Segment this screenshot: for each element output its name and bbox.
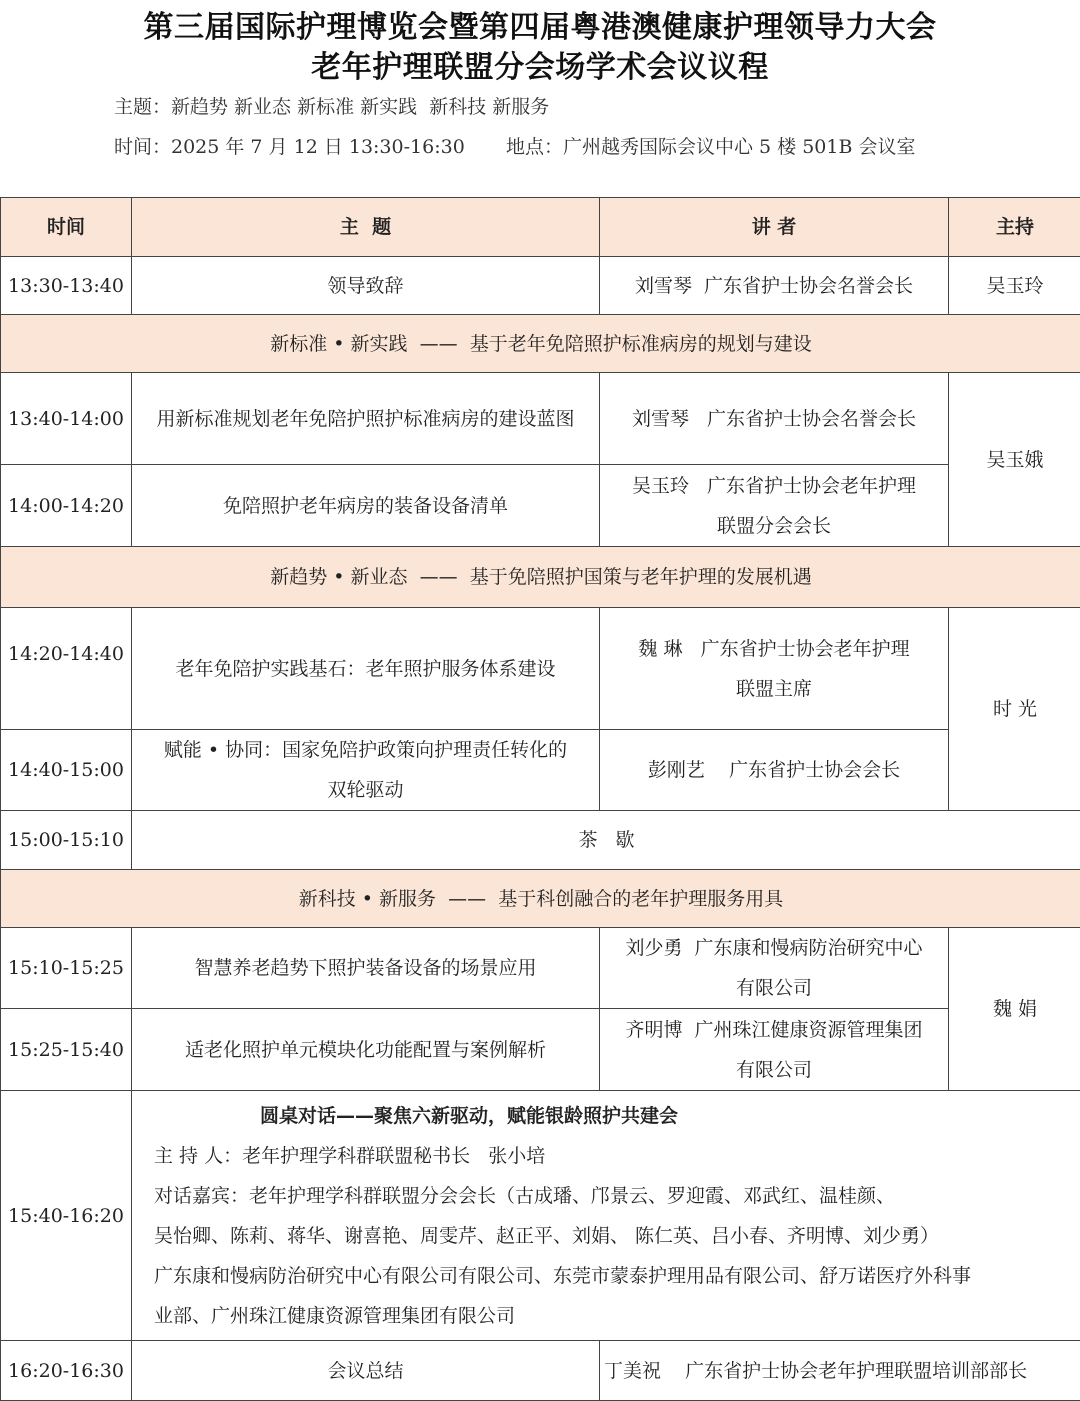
time-cell: 14:20-14:40 [1, 608, 132, 730]
topic-cell: 免陪照护老年病房的装备设备清单 [132, 465, 600, 547]
table-row [1, 928, 1080, 1009]
speaker-cell: 丁美祝 广东省护士协会老年护理联盟培训部部长 [600, 1341, 1080, 1401]
speaker-cell: 刘雪琴 广东省护士协会名誉会长 [600, 257, 949, 315]
page-title: 第三届国际护理博览会暨第四届粤港澳健康护理领导力大会 [0, 2, 1080, 46]
table-row [1, 1091, 1080, 1341]
table-row [1, 1341, 1080, 1401]
speaker-line: 有限公司 [600, 1050, 948, 1090]
table-row [1, 811, 1080, 870]
time-cell: 13:30-13:40 [1, 257, 132, 315]
table-row [1, 1009, 1080, 1091]
time-cell: 16:20-16:30 [1, 1341, 132, 1401]
speaker-line: 联盟分会会长 [600, 506, 948, 546]
time-cell: 15:00-15:10 [1, 811, 132, 870]
topic-cell: 老年免陪护实践基石：老年照护服务体系建设 [132, 608, 600, 730]
time-cell: 15:10-15:25 [1, 928, 132, 1009]
host-cell: 时 光 [949, 608, 1080, 811]
speaker-cell [600, 465, 949, 547]
page-subtitle: 老年护理联盟分会场学术会议议程 [0, 42, 1080, 86]
col-header-speaker: 讲 者 [600, 198, 949, 257]
time-cell: 13:40-14:00 [1, 373, 132, 465]
col-header-time: 时间 [1, 198, 132, 257]
section-heading: 新标准 • 新实践 —— 基于老年免陪照护标准病房的规划与建设 [1, 315, 1080, 373]
speaker-line: 有限公司 [600, 968, 948, 1008]
topic-cell: 智慧养老趋势下照护装备设备的场景应用 [132, 928, 600, 1009]
roundtable-moderator: 主 持 人：老年护理学科群联盟秘书长 张小培 [154, 1136, 1080, 1176]
section-heading: 新趋势 • 新业态 —— 基于免陪照护国策与老年护理的发展机遇 [1, 547, 1080, 608]
theme-line: 主题：新趋势 新业态 新标准 新实践 新科技 新服务 [114, 92, 549, 119]
speaker-line: 吴玉玲 广东省护士协会老年护理 [600, 466, 948, 506]
topic-cell [132, 730, 600, 811]
speaker-cell [600, 928, 949, 1009]
host-cell: 魏 娟 [949, 928, 1080, 1091]
section-row [1, 870, 1080, 928]
section-row [1, 547, 1080, 608]
host-cell: 吴玉娥 [949, 373, 1080, 547]
col-header-topic: 主 题 [132, 198, 600, 257]
roundtable-heading: 圆桌对话——聚焦六新驱动，赋能银龄照护共建会 [154, 1096, 1080, 1136]
speaker-cell: 彭刚艺 广东省护士协会会长 [600, 730, 949, 811]
topic-cell: 用新标准规划老年免陪护照护标准病房的建设蓝图 [132, 373, 600, 465]
roundtable-cell [132, 1091, 1080, 1341]
time-line: 时间：2025 年 7 月 12 日 13:30-16:30 [114, 132, 465, 159]
speaker-cell [600, 608, 949, 730]
table-row [1, 257, 1080, 315]
section-heading: 新科技 • 新服务 —— 基于科创融合的老年护理服务用具 [1, 870, 1080, 928]
time-cell: 14:00-14:20 [1, 465, 132, 547]
table-row [1, 608, 1080, 730]
roundtable-guests: 吴怡卿、陈莉、蒋华、谢喜艳、周雯芹、赵正平、刘娟、 陈仁英、吕小春、齐明博、刘少勇） [154, 1216, 1080, 1256]
break-cell: 茶 歇 [132, 811, 1080, 870]
speaker-cell: 刘雪琴 广东省护士协会名誉会长 [600, 373, 949, 465]
topic-cell: 会议总结 [132, 1341, 600, 1401]
speaker-line: 刘少勇 广东康和慢病防治研究中心 [600, 928, 948, 968]
time-cell: 14:40-15:00 [1, 730, 132, 811]
table-row [1, 373, 1080, 465]
topic-cell: 适老化照护单元模块化功能配置与案例解析 [132, 1009, 600, 1091]
table-row [1, 730, 1080, 811]
topic-line: 双轮驱动 [132, 770, 599, 810]
table-row [1, 465, 1080, 547]
time-cell: 15:25-15:40 [1, 1009, 132, 1091]
speaker-cell [600, 1009, 949, 1091]
agenda-table [0, 197, 1080, 1401]
roundtable-sponsors: 广东康和慢病防治研究中心有限公司有限公司、东莞市蒙泰护理用品有限公司、舒万诺医疗外科事 [154, 1256, 1080, 1296]
venue-line: 地点：广州越秀国际会议中心 5 楼 501B 会议室 [506, 132, 915, 159]
topic-cell: 领导致辞 [132, 257, 600, 315]
speaker-line: 齐明博 广州珠江健康资源管理集团 [600, 1010, 948, 1050]
roundtable-sponsors: 业部、广州珠江健康资源管理集团有限公司 [154, 1296, 1080, 1336]
topic-line: 赋能 • 协同：国家免陪护政策向护理责任转化的 [132, 730, 599, 770]
table-header-row [1, 198, 1080, 257]
roundtable-guests: 对话嘉宾：老年护理学科群联盟分会会长（古成璠、邝景云、罗迎霞、邓武红、温桂颜、 [154, 1176, 1080, 1216]
section-row [1, 315, 1080, 373]
time-cell: 15:40-16:20 [1, 1091, 132, 1341]
host-cell: 吴玉玲 [949, 257, 1080, 315]
speaker-line: 魏 琳 广东省护士协会老年护理 [600, 629, 948, 669]
speaker-line: 联盟主席 [600, 669, 948, 709]
col-header-host: 主持 [949, 198, 1080, 257]
